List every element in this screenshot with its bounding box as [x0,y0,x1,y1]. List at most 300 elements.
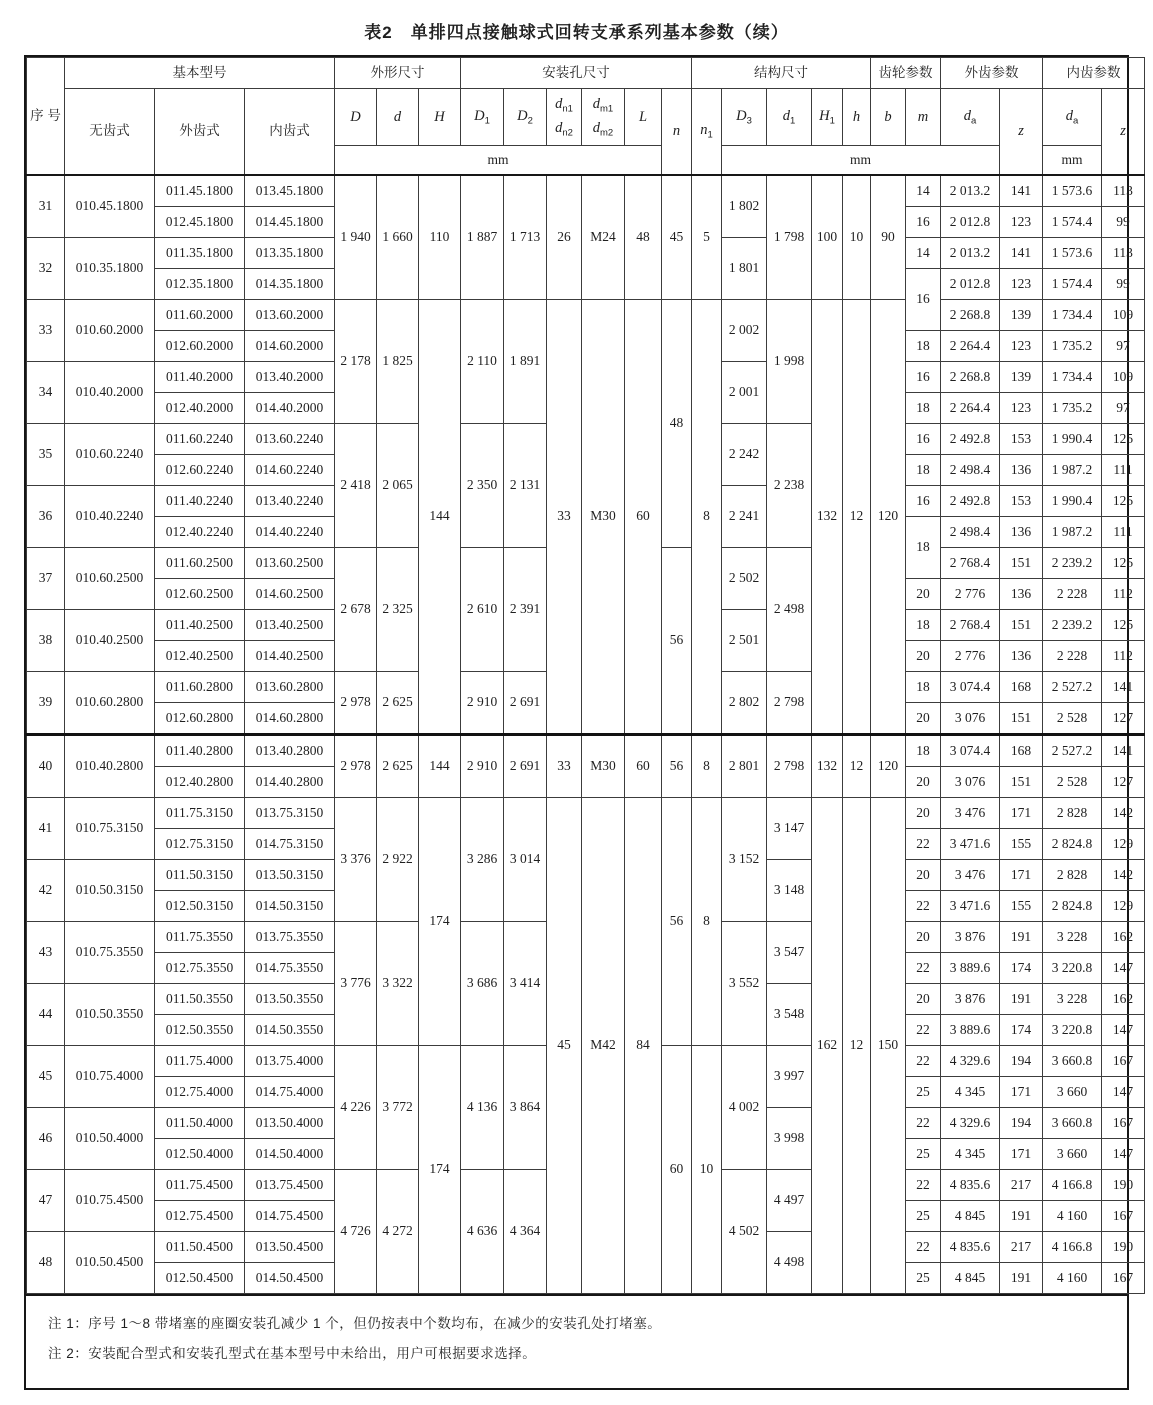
cell: 010.60.2000 [65,300,155,362]
cell: 4 498 [767,1232,812,1294]
cell: 109 [1102,362,1145,393]
cell: 144 [419,735,461,798]
cell: 010.50.3550 [65,984,155,1046]
cell: 3 864 [504,1046,547,1170]
cell: 2 527.2 [1043,672,1102,703]
cell: 012.40.2000 [155,393,245,424]
cell: 16 [906,424,941,455]
cell: 37 [27,548,65,610]
cell: 171 [1000,798,1043,829]
cell: 125 [1102,610,1145,641]
cell: 2 228 [1043,579,1102,610]
cell: 012.75.3550 [155,953,245,984]
cell: 3 997 [767,1046,812,1108]
cell: 2 492.8 [941,486,1000,517]
cell: 013.40.2240 [245,486,335,517]
cell: 013.75.4500 [245,1170,335,1201]
cell: 2 391 [504,548,547,672]
cell: 141 [1000,175,1043,207]
cell: 127 [1102,767,1145,798]
cell: 010.45.1800 [65,175,155,238]
cell: 2 498.4 [941,455,1000,486]
cell: 4 364 [504,1170,547,1294]
cell: 162 [1102,984,1145,1015]
cell: 167 [1102,1046,1145,1077]
cell: 141 [1000,238,1043,269]
cell: 162 [1102,922,1145,953]
cell: 010.75.3550 [65,922,155,984]
cell: 1 574.4 [1043,207,1102,238]
parameters-table [26,57,1145,1294]
cell: 1 887 [461,175,504,300]
cell: 18 [906,393,941,424]
cell: 136 [1000,579,1043,610]
cell: 1 734.4 [1043,300,1102,331]
cell: 1 990.4 [1043,486,1102,517]
cell: 38 [27,610,65,672]
cell: 4 160 [1043,1263,1102,1294]
cell: M24 [582,175,625,300]
col-header-H: H [419,89,461,146]
cell: 18 [906,331,941,362]
group-header-outline-dims: 外形尺寸 [335,58,461,89]
cell: 100 [812,175,843,300]
col-header-D: D [335,89,377,146]
cell: 3 660 [1043,1077,1102,1108]
cell: 127 [1102,703,1145,735]
cell: 60 [625,300,662,735]
cell: 14 [906,175,941,207]
cell: 141 [1102,672,1145,703]
cell: 32 [27,238,65,300]
cell: 2 768.4 [941,610,1000,641]
cell: 012.60.2240 [155,455,245,486]
cell: 112 [1102,641,1145,672]
cell: 014.60.2800 [245,703,335,735]
cell: 1 573.6 [1043,175,1102,207]
cell: 2 498.4 [941,517,1000,548]
cell: 2 625 [377,672,419,735]
cell: 010.40.2500 [65,610,155,672]
cell: 60 [662,1046,692,1294]
cell: 113 [1102,175,1145,207]
cell: 010.60.2500 [65,548,155,610]
cell: 136 [1000,641,1043,672]
cell: 2 528 [1043,703,1102,735]
cell: 151 [1000,767,1043,798]
col-header-da-int: $d_a$ [1043,89,1102,146]
cell: 2 325 [377,548,419,672]
cell: 191 [1000,1201,1043,1232]
cell: 2 228 [1043,641,1102,672]
col-header-h: h [843,89,871,146]
cell: 8 [692,735,722,798]
cell: 4 497 [767,1170,812,1232]
cell: 014.75.3150 [245,829,335,860]
cell: 012.75.3150 [155,829,245,860]
cell: 011.50.4500 [155,1232,245,1263]
cell: 125 [1102,424,1145,455]
col-header-H1: $H_1$ [812,89,843,146]
col-header-gearless: 无齿式 [65,89,155,176]
cell: 4 502 [722,1170,767,1294]
cell: 4 166.8 [1043,1232,1102,1263]
col-header-dn: $d_{n1}$ $d_{n2}$ [547,89,582,146]
cell: 012.60.2500 [155,579,245,610]
cell: 25 [906,1077,941,1108]
cell: 1 573.6 [1043,238,1102,269]
cell: 4 636 [461,1170,504,1294]
cell: 011.60.2240 [155,424,245,455]
cell: 45 [547,798,582,1294]
cell: 151 [1000,703,1043,735]
cell: 2 802 [722,672,767,735]
cell: 2 178 [335,300,377,424]
cell: 3 686 [461,922,504,1046]
cell: 46 [27,1108,65,1170]
cell: 011.40.2800 [155,735,245,767]
cell: 010.75.4500 [65,1170,155,1232]
cell: 4 835.6 [941,1232,1000,1263]
col-header-m: m [906,89,941,146]
group-header-structure-dims: 结构尺寸 [692,58,871,89]
cell: 012.40.2500 [155,641,245,672]
cell: 34 [27,362,65,424]
cell: 010.50.3150 [65,860,155,922]
cell: 010.40.2000 [65,362,155,424]
cell: 25 [906,1201,941,1232]
cell: 4 136 [461,1046,504,1170]
cell: 10 [692,1046,722,1294]
cell: 60 [625,735,662,798]
cell: 40 [27,735,65,798]
cell: 2 264.4 [941,331,1000,362]
cell: 3 471.6 [941,829,1000,860]
cell: 014.60.2500 [245,579,335,610]
cell: M30 [582,300,625,735]
cell: 151 [1000,610,1043,641]
cell: 150 [871,798,906,1294]
cell: 013.45.1800 [245,175,335,207]
cell: 2 131 [504,424,547,548]
cell: 3 076 [941,703,1000,735]
cell: 155 [1000,891,1043,922]
cell: 10 [843,175,871,300]
cell: 48 [662,300,692,548]
cell: 56 [662,548,692,735]
cell: 012.45.1800 [155,207,245,238]
col-header-L: L [625,89,662,146]
cell: 48 [625,175,662,300]
cell: 3 148 [767,860,812,922]
cell: 3 876 [941,922,1000,953]
cell: 111 [1102,517,1145,548]
cell: 013.60.2800 [245,672,335,703]
cell: 22 [906,1170,941,1201]
cell: 151 [1000,548,1043,579]
col-header-internal-gear: 内齿式 [245,89,335,176]
cell: 014.50.4000 [245,1139,335,1170]
cell: 1 990.4 [1043,424,1102,455]
cell: 174 [419,1046,461,1294]
cell: 36 [27,486,65,548]
cell: 2 239.2 [1043,548,1102,579]
cell: 2 241 [722,486,767,548]
table-title: 表2 单排四点接触球式回转支承系列基本参数（续） [364,23,789,42]
cell: 123 [1000,269,1043,300]
cell: 3 074.4 [941,672,1000,703]
cell: 1 734.4 [1043,362,1102,393]
cell: 2 268.8 [941,362,1000,393]
cell: 010.40.2800 [65,735,155,798]
cell: 155 [1000,829,1043,860]
cell: 1 987.2 [1043,517,1102,548]
cell: 174 [1000,1015,1043,1046]
cell: 174 [419,798,461,1046]
cell: 012.50.3550 [155,1015,245,1046]
cell: 012.40.2240 [155,517,245,548]
cell: 3 228 [1043,922,1102,953]
cell: 2 678 [335,548,377,672]
cell: 3 660 [1043,1139,1102,1170]
cell: 22 [906,1232,941,1263]
cell: 013.75.3150 [245,798,335,829]
unit-label-mm-left: mm [335,146,662,176]
cell: 013.60.2500 [245,548,335,579]
cell: 013.50.4500 [245,1232,335,1263]
cell: 014.50.3150 [245,891,335,922]
cell: 2 418 [335,424,377,548]
cell: 2 824.8 [1043,891,1102,922]
cell: 1 891 [504,300,547,424]
table-row [27,175,1145,207]
cell: 2 264.4 [941,393,1000,424]
cell: 2 828 [1043,860,1102,891]
cell: 2 012.8 [941,269,1000,300]
cell: 84 [625,798,662,1294]
cell: 2 110 [461,300,504,424]
cell: 011.40.2500 [155,610,245,641]
cell: 011.40.2240 [155,486,245,517]
cell: 22 [906,953,941,984]
cell: 2 610 [461,548,504,672]
cell: 011.40.2000 [155,362,245,393]
cell: 011.75.4500 [155,1170,245,1201]
cell: 191 [1000,922,1043,953]
cell: 129 [1102,891,1145,922]
cell: 167 [1102,1201,1145,1232]
col-header-n: n [662,89,692,176]
cell: 12 [843,798,871,1294]
cell: 18 [906,610,941,641]
table-header [27,58,1145,176]
cell: 2 527.2 [1043,735,1102,767]
cell: 1 713 [504,175,547,300]
cell: 3 074.4 [941,735,1000,767]
cell: 3 476 [941,798,1000,829]
cell: 20 [906,798,941,829]
cell: 147 [1102,1015,1145,1046]
cell: 013.60.2240 [245,424,335,455]
cell: 2 013.2 [941,175,1000,207]
cell: 1 735.2 [1043,393,1102,424]
cell: 3 876 [941,984,1000,1015]
cell: 141 [1102,735,1145,767]
cell: 33 [547,735,582,798]
cell: M42 [582,798,625,1294]
cell: 3 076 [941,767,1000,798]
cell: 011.35.1800 [155,238,245,269]
group-header-internal-gear-params: 内齿参数 [1043,58,1145,89]
cell: 2 910 [461,735,504,798]
cell: 2 691 [504,735,547,798]
cell: 3 776 [335,922,377,1046]
cell: 2 013.2 [941,238,1000,269]
cell: 014.35.1800 [245,269,335,300]
cell: 4 345 [941,1077,1000,1108]
cell: 4 002 [722,1046,767,1170]
cell: 014.60.2000 [245,331,335,362]
table-row [27,300,1145,331]
cell: 171 [1000,860,1043,891]
cell: 42 [27,860,65,922]
cell: 97 [1102,331,1145,362]
cell: 123 [1000,331,1043,362]
cell: 132 [812,300,843,735]
cell: 22 [906,1046,941,1077]
cell: 3 228 [1043,984,1102,1015]
cell: 147 [1102,953,1145,984]
cell: 20 [906,984,941,1015]
cell: 2 798 [767,735,812,798]
cell: 011.50.3150 [155,860,245,891]
cell: 1 940 [335,175,377,300]
col-header-z-ext: z [1000,89,1043,176]
cell: 2 502 [722,548,767,610]
cell: 190 [1102,1232,1145,1263]
cell: 3 414 [504,922,547,1046]
cell: 013.40.2800 [245,735,335,767]
cell: 3 376 [335,798,377,922]
cell: 153 [1000,486,1043,517]
cell: 167 [1102,1108,1145,1139]
cell: 4 726 [335,1170,377,1294]
cell: 012.75.4500 [155,1201,245,1232]
cell: 3 772 [377,1046,419,1170]
cell: 174 [1000,953,1043,984]
cell: 010.60.2240 [65,424,155,486]
cell: 20 [906,767,941,798]
cell: 014.50.4500 [245,1263,335,1294]
cell: 18 [906,517,941,579]
group-header-mounting-hole-dims: 安装孔尺寸 [461,58,692,89]
cell: 139 [1000,362,1043,393]
cell: 2 065 [377,424,419,548]
cell: 4 345 [941,1139,1000,1170]
cell: 1 801 [722,238,767,300]
cell: 010.75.3150 [65,798,155,860]
cell: 013.75.4000 [245,1046,335,1077]
cell: 2 691 [504,672,547,735]
cell: 162 [812,798,843,1294]
cell: 217 [1000,1170,1043,1201]
cell: 3 889.6 [941,1015,1000,1046]
cell: 18 [906,455,941,486]
cell: 136 [1000,455,1043,486]
cell: 4 166.8 [1043,1170,1102,1201]
cell: 014.40.2800 [245,767,335,798]
cell: 20 [906,703,941,735]
cell: 010.40.2240 [65,486,155,548]
cell: 136 [1000,517,1043,548]
cell: 3 220.8 [1043,953,1102,984]
cell: 2 350 [461,424,504,548]
cell: 5 [692,175,722,300]
cell: 1 574.4 [1043,269,1102,300]
cell: 109 [1102,300,1145,331]
cell: 014.50.3550 [245,1015,335,1046]
cell: 190 [1102,1170,1145,1201]
cell: 56 [662,798,692,1046]
cell: 011.75.3150 [155,798,245,829]
cell: 90 [871,175,906,300]
cell: 2 978 [335,735,377,798]
col-header-D3: $D_3$ [722,89,767,146]
cell: 2 002 [722,300,767,362]
cell: 014.75.3550 [245,953,335,984]
cell: 4 845 [941,1263,1000,1294]
cell: 153 [1000,424,1043,455]
cell: 4 160 [1043,1201,1102,1232]
cell: 3 998 [767,1108,812,1170]
col-header-d1: $d_1$ [767,89,812,146]
cell: 99 [1102,269,1145,300]
cell: 167 [1102,1263,1145,1294]
cell: 217 [1000,1232,1043,1263]
cell: 12 [843,735,871,798]
cell: 99 [1102,207,1145,238]
col-header-d: d [377,89,419,146]
cell: 144 [419,300,461,735]
table-row [27,735,1145,767]
cell: 8 [692,798,722,1046]
cell: 2 824.8 [1043,829,1102,860]
cell: 010.50.4500 [65,1232,155,1294]
cell: 45 [27,1046,65,1108]
cell: 31 [27,175,65,238]
cell: 22 [906,829,941,860]
cell: 012.50.4000 [155,1139,245,1170]
cell: 43 [27,922,65,984]
cell: 013.75.3550 [245,922,335,953]
col-header-n1: $n_1$ [692,89,722,176]
cell: 147 [1102,1139,1145,1170]
cell: 012.35.1800 [155,269,245,300]
cell: 20 [906,641,941,672]
cell: 139 [1000,300,1043,331]
cell: 013.50.3550 [245,984,335,1015]
cell: 2 001 [722,362,767,424]
cell: 33 [547,300,582,735]
cell: 2 801 [722,735,767,798]
cell: 110 [419,175,461,300]
cell: 2 501 [722,610,767,672]
cell: 2 910 [461,672,504,735]
unit-label-mm-mid: mm [722,146,1000,176]
cell: 22 [906,1108,941,1139]
cell: 147 [1102,1077,1145,1108]
cell: 3 471.6 [941,891,1000,922]
